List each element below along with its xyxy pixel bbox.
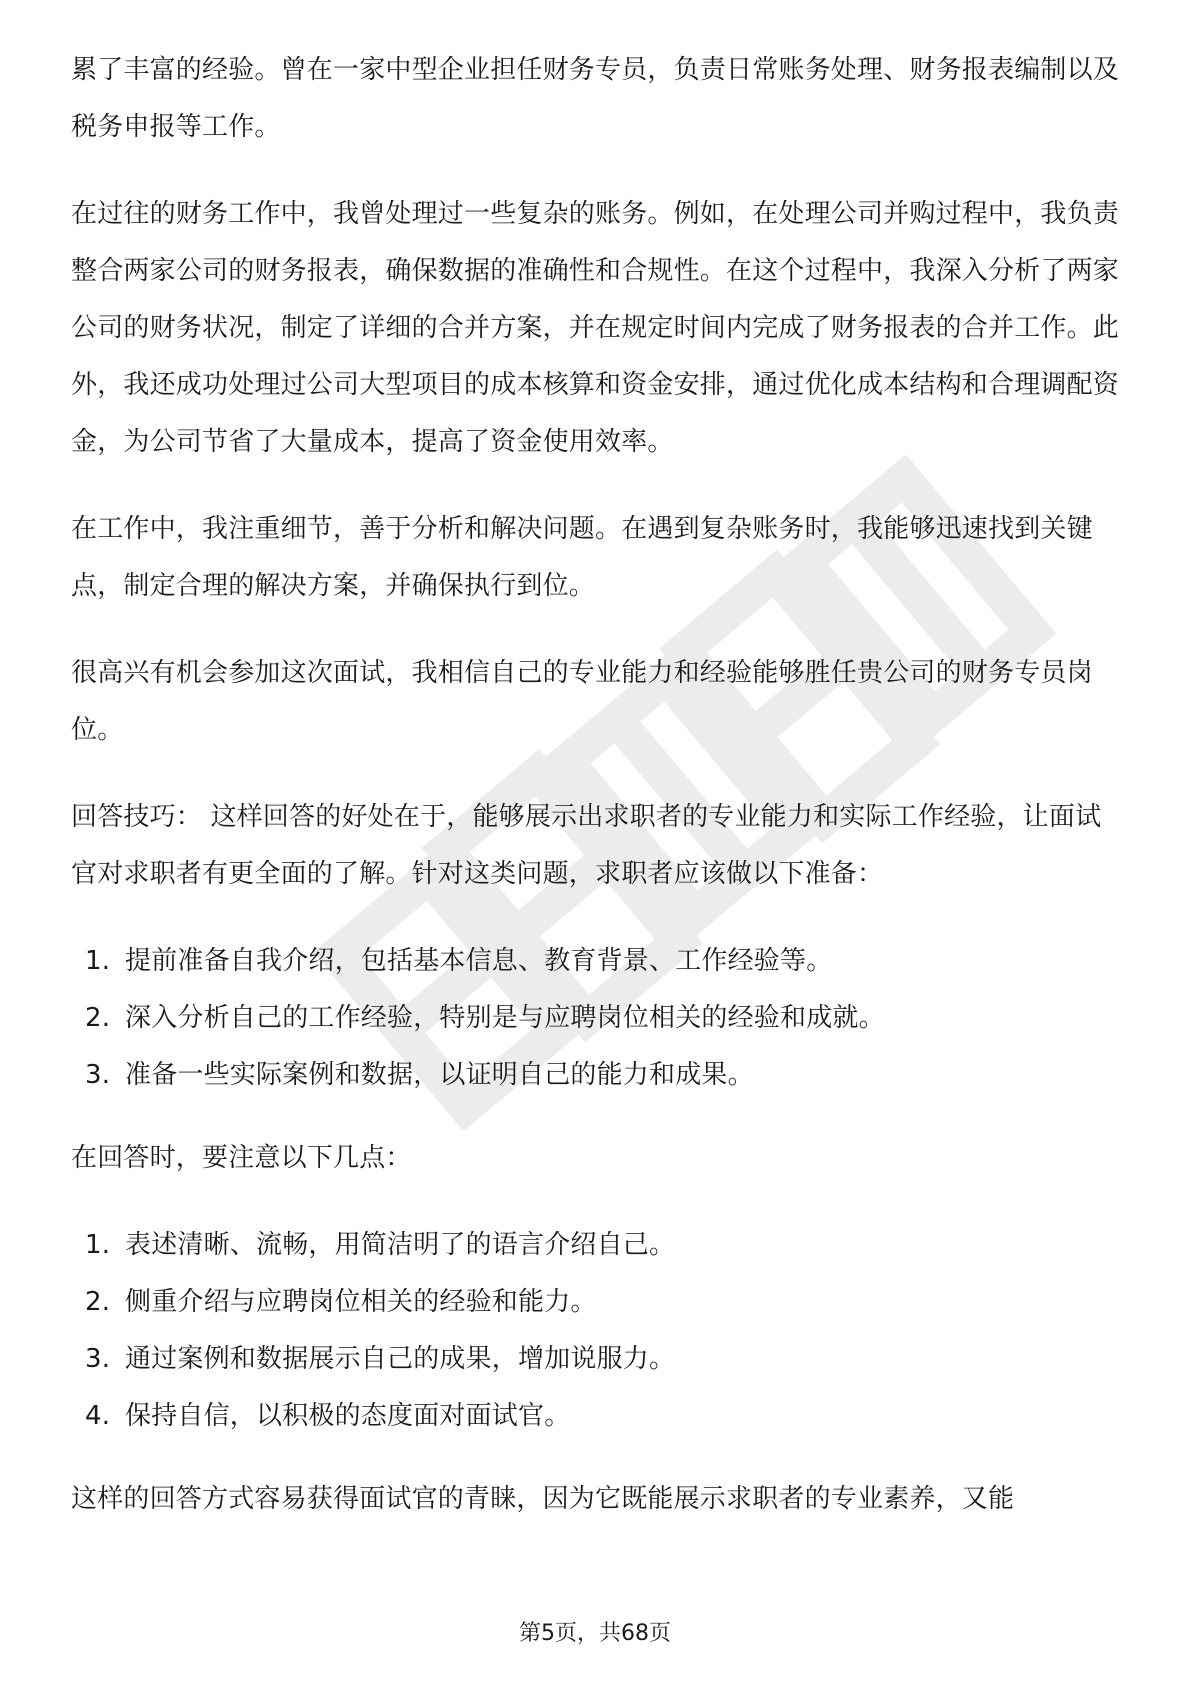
list-number: 3. — [85, 1060, 111, 1090]
list-text: 提前准备自我介绍，包括基本信息、教育背景、工作经验等。 — [125, 946, 833, 976]
paragraph-answer-tips: 回答技巧： 这样回答的好处在于，能够展示出求职者的专业能力和实际工作经验，让面试官对求职者有更全面的了解。针对这类问题，求职者应该做以下准备： — [71, 802, 1102, 889]
paragraph-work-style: 在工作中，我注重细节，善于分析和解决问题。在遇到复杂账务时，我能够迅速找到关键点，制定合理的解决方案，并确保执行到位。 — [71, 514, 1093, 601]
list-item — [71, 1217, 1121, 1274]
list-item — [71, 933, 1121, 990]
list-item — [71, 1047, 1121, 1104]
list-number: 4. — [85, 1401, 111, 1431]
preparation-list — [71, 933, 1121, 1104]
paragraph-closing-partial: 这样的回答方式容易获得面试官的青睐，因为它既能展示求职者的专业素养，又能 — [71, 1484, 1015, 1514]
list-number: 3. — [85, 1344, 111, 1374]
paragraph-closing-statement: 很高兴有机会参加这次面试，我相信自己的专业能力和经验能够胜任贵公司的财务专员岗位。 — [71, 658, 1093, 745]
list-number: 1. — [85, 1230, 111, 1260]
notes-list — [71, 1217, 1121, 1445]
list-text: 深入分析自己的工作经验，特别是与应聘岗位相关的经验和成就。 — [125, 1003, 885, 1033]
list-item — [71, 990, 1121, 1047]
list-text: 通过案例和数据展示自己的成果，增加说服力。 — [125, 1344, 676, 1374]
document-body — [71, 42, 1121, 1558]
page-number-footer: 第5页，共68页 — [519, 1621, 671, 1646]
list-item — [71, 1331, 1121, 1388]
notes-heading: 在回答时，要注意以下几点： — [71, 1143, 412, 1173]
list-text: 保持自信，以积极的态度面对面试官。 — [125, 1401, 571, 1431]
list-number: 2. — [85, 1287, 111, 1317]
list-item — [71, 1388, 1121, 1445]
list-number: 1. — [85, 946, 111, 976]
list-item — [71, 1274, 1121, 1331]
list-number: 2. — [85, 1003, 111, 1033]
paragraph-experience-intro: 累了丰富的经验。曾在一家中型企业担任财务专员，负责日常账务处理、财务报表编制以及税务申报等工作。 — [71, 55, 1120, 142]
list-text: 侧重介绍与应聘岗位相关的经验和能力。 — [125, 1287, 597, 1317]
list-text: 表述清晰、流畅，用简洁明了的语言介绍自己。 — [125, 1230, 676, 1260]
paragraph-complex-accounts: 在过往的财务工作中，我曾处理过一些复杂的账务。例如，在处理公司并购过程中，我负责整合两家公司的财务报表，确保数据的准确性和合规性。在这个过程中，我深入分析了两家公司的财务状况，制定了详细的合并方案，并在规定时间内完成了财务报表的合并工作。此外，我还成功处理过公司大型项目的成本核算和资金安排，通过优化成本结构和合理调配资金，为公司节省了大量成本，提高了资金使用效率。 — [71, 199, 1120, 457]
list-text: 准备一些实际案例和数据，以证明自己的能力和成果。 — [125, 1060, 754, 1090]
